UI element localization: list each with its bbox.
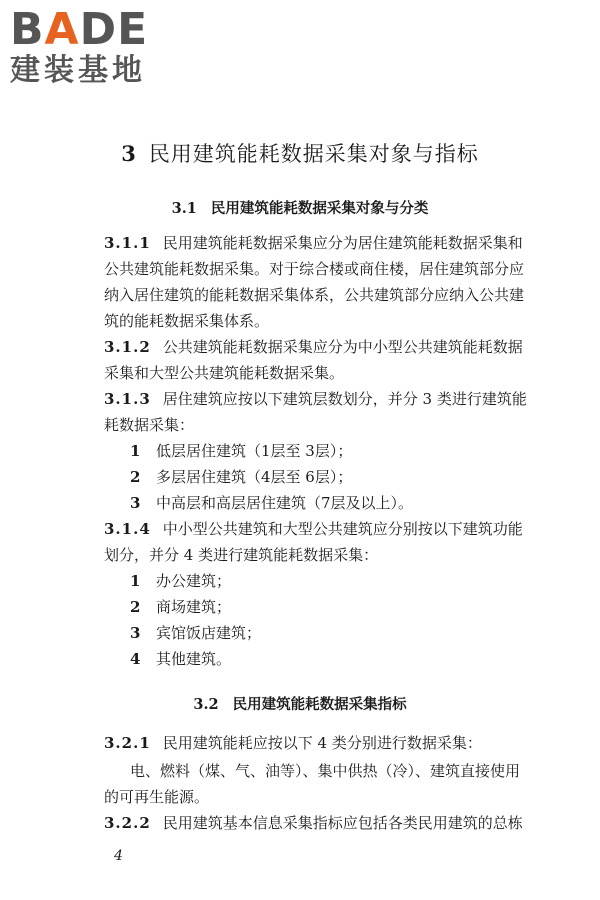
clause-3-1-2-line-1: 3.1.2 公共建筑能耗数据采集应分为中小型公共建筑能耗数据 <box>104 338 523 356</box>
clause-3-1-4-line-1: 3.1.4 中小型公共建筑和大型公共建筑应分别按以下建筑功能 <box>104 520 523 538</box>
logo-subtitle: 建装基地 <box>10 53 146 88</box>
clause-3-1-3-line-1: 3.1.3 居住建筑应按以下建筑层数划分，并分 3 类进行建筑能 <box>104 390 527 408</box>
logo-wordmark: BADE <box>10 4 149 55</box>
clause-3-1-1-line-2: 公共建筑能耗数据采集。对于综合楼或商住楼，居住建筑部分应 <box>104 260 525 278</box>
clause-3-2-2-line-1: 3.2.2 民用建筑基本信息采集指标应包括各类民用建筑的总栋 <box>104 814 523 832</box>
clause-3-2-1-line-2: 电、燃料（煤、气、油等）、集中供热（冷）、建筑直接使用 <box>130 762 521 780</box>
list-item: 1 办公建筑； <box>130 572 232 590</box>
list-item: 3 中高层和高层居住建筑（7层及以上）。 <box>130 494 414 512</box>
list-item: 4 其他建筑。 <box>130 650 232 668</box>
clause-3-1-1-line-1: 3.1.1 民用建筑能耗数据采集应分为居住建筑能耗数据采集和 <box>104 234 523 252</box>
clause-3-1-4-line-2: 划分，并分 4 类进行建筑能耗数据采集： <box>104 546 379 564</box>
list-item: 2 多层居住建筑（4层至 6层）； <box>130 468 353 486</box>
chapter-title: 3 民用建筑能耗数据采集对象与指标 <box>121 141 479 166</box>
list-item: 2 商场建筑； <box>130 598 232 616</box>
page-number: 4 <box>114 848 123 864</box>
clause-3-1-1-line-4: 筑的能耗数据采集体系。 <box>104 312 270 330</box>
section-title-3-2: 3.2 民用建筑能耗数据采集指标 <box>193 696 407 713</box>
clause-3-1-2-line-2: 采集和大型公共建筑能耗数据采集。 <box>104 364 345 382</box>
list-item: 1 低层居住建筑（1层至 3层）； <box>130 442 353 460</box>
clause-3-1-3-line-2: 耗数据采集： <box>104 416 195 434</box>
clause-3-1-1-line-3: 纳入居住建筑的能耗数据采集体系，公共建筑部分应纳入公共建 <box>104 286 525 304</box>
clause-3-2-1-line-1: 3.2.1 民用建筑能耗应按以下 4 类分别进行数据采集： <box>104 734 482 752</box>
section-title-3-1: 3.1 民用建筑能耗数据采集对象与分类 <box>171 200 429 217</box>
list-item: 3 宾馆饭店建筑； <box>130 624 262 642</box>
clause-3-2-1-line-3: 的可再生能源。 <box>104 788 210 806</box>
